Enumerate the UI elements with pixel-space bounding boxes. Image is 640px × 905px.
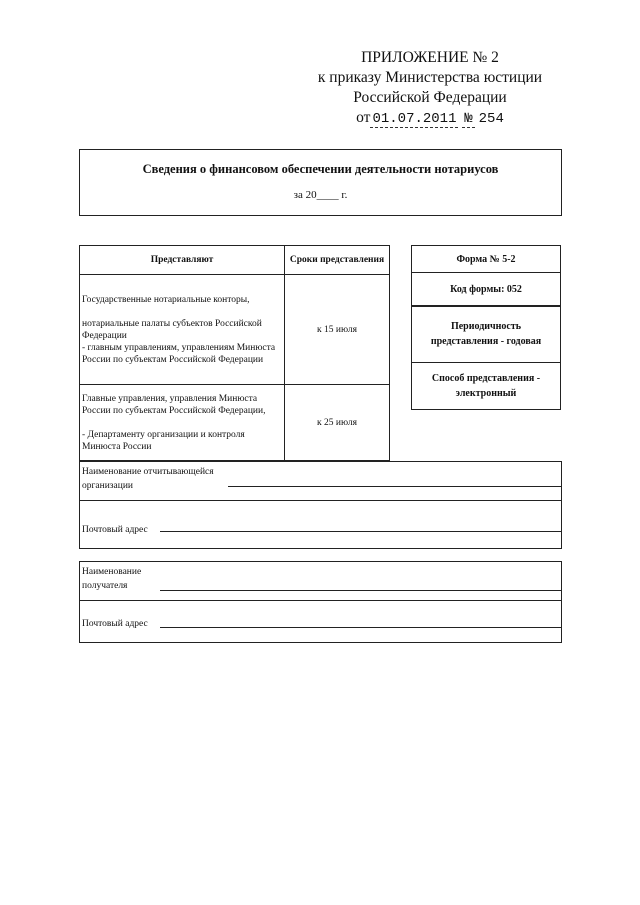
order-number: 254 <box>478 111 504 127</box>
recipient-address-row <box>79 600 562 643</box>
submitter-line: Государственные нотариальные конторы, <box>82 294 250 305</box>
header-submitters: Представляют <box>80 246 285 275</box>
reporter-address-field[interactable] <box>160 531 562 532</box>
recipient-address-field[interactable] <box>160 627 562 628</box>
submitters-cell <box>80 385 285 461</box>
date-prefix: от <box>356 109 371 126</box>
table-header-row <box>80 246 390 275</box>
table-row <box>80 385 390 461</box>
deadline-cell: к 15 июля <box>285 275 390 385</box>
recipient-address-label: Почтовый адрес <box>82 618 148 629</box>
form-info-box <box>411 245 561 410</box>
recipient-name-label: Наименование получателя <box>82 567 142 591</box>
submitter-line: нотариальные палаты субъектов Российской Федерации <box>82 318 262 341</box>
form-method: Способ представления - электронный <box>411 362 561 410</box>
form-number: Форма № 5-2 <box>411 245 561 273</box>
appendix-title: ПРИЛОЖЕНИЕ № 2 <box>361 49 499 66</box>
order-date: 01.07.2011 <box>372 111 457 127</box>
reporter-name-field[interactable] <box>228 486 562 487</box>
appendix-date-line <box>300 108 560 129</box>
header-deadlines: Сроки представления <box>285 246 390 275</box>
submitter-line: Главные управления, управления Минюста России по субъектам Российской Федерации, <box>82 393 266 416</box>
reporter-address-label: Почтовый адрес <box>82 524 148 535</box>
reporter-address-row <box>79 500 562 549</box>
appendix-header <box>300 48 560 129</box>
report-period: за 20____ г. <box>293 189 348 201</box>
appendix-ministry: Российской Федерации <box>353 89 507 106</box>
reporter-box <box>79 461 562 549</box>
reporter-name-label: Наименование отчитывающейся организации <box>82 467 214 491</box>
submission-schedule-table <box>79 245 390 461</box>
deadline-cell: к 25 июля <box>285 385 390 461</box>
form-periodicity: Периодичность представления - годовая <box>411 305 561 363</box>
form-code: Код формы: 052 <box>411 272 561 307</box>
recipient-box <box>79 561 562 643</box>
report-title-box <box>79 149 562 216</box>
submitter-line: - главным управлениям, управлениям Минюста России по субъектам Российской Федерации <box>82 342 276 365</box>
table-row <box>80 275 390 385</box>
appendix-order-ref: к приказу Министерства юстиции <box>317 69 543 86</box>
submitter-line: - Департаменту организации и контроля Минюста России <box>82 429 245 452</box>
report-title: Сведения о финансовом обеспечении деятельности нотариусов <box>142 162 499 176</box>
recipient-name-row <box>79 561 562 601</box>
recipient-name-field[interactable] <box>160 590 562 591</box>
reporter-name-row <box>79 461 562 501</box>
number-prefix: № <box>464 111 473 127</box>
submitters-cell <box>80 275 285 385</box>
